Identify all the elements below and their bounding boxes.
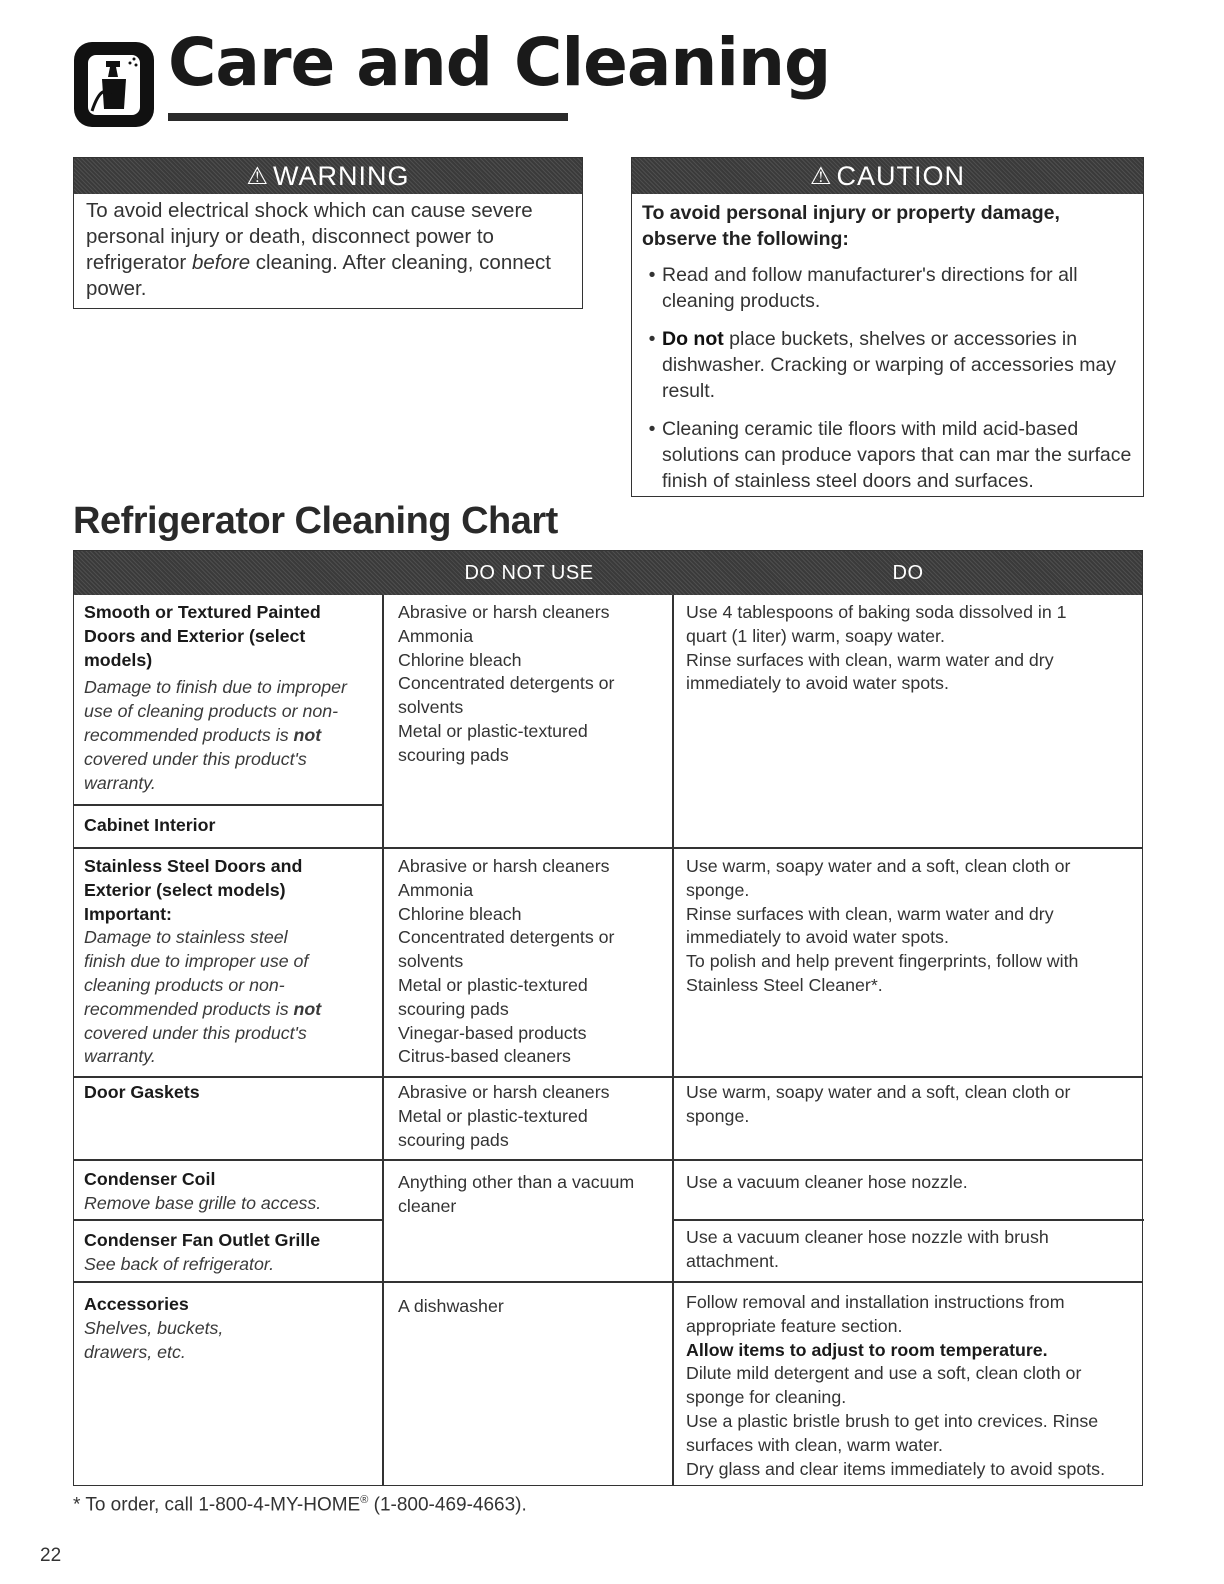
row-divider xyxy=(74,1219,382,1221)
important-label: Important: xyxy=(84,903,172,924)
do-not-use-list: Abrasive or harsh cleaners Ammonia Chlorine bleach Concentrated detergents or solvents Metal or plastic-textured scouring pads xyxy=(398,602,615,765)
table-header xyxy=(74,551,1142,595)
row-heading: Stainless Steel Doors and Exterior (select models) xyxy=(84,856,303,900)
row-divider xyxy=(74,847,1142,849)
row-divider xyxy=(74,804,382,806)
do-list: Follow removal and installation instructions from appropriate feature section. Allow items to adjust to room temperature. Dilute mild detergent and use a soft, clean cloth or sponge for cleaning. Use a plastic bristle brush to get into crevices. Rinse surfaces with clean, warm water. Dry glass and clear items immediately to avoid spots. xyxy=(686,1292,1106,1479)
row-divider xyxy=(74,1281,1142,1283)
do-not-use-list: Abrasive or harsh cleaners Ammonia Chlorine bleach Concentrated detergents or solvents Metal or plastic-textured scouring pads Vinegar-based products Citrus-based cleaners xyxy=(398,856,615,1067)
warning-text: To avoid electrical shock which can cause severe personal injury or death, disconnect power to refrigerator before cleaning. After cleaning, connect power. xyxy=(86,199,551,300)
caution-item: • Read and follow manufacturer's directions for all cleaning products. xyxy=(642,262,1137,314)
cleaning-spray-icon xyxy=(74,42,154,127)
warning-header xyxy=(74,158,582,194)
column-header-do-not-use: DO NOT USE xyxy=(464,561,594,584)
chart-title: Refrigerator Cleaning Chart xyxy=(73,500,558,542)
column-divider xyxy=(382,595,384,1485)
warning-triangle-icon: ⚠ xyxy=(246,162,269,190)
table-row-cabinet-interior: Cabinet Interior xyxy=(84,815,216,835)
caution-item: • Do not place buckets, shelves or accessories in dishwasher. Cracking or warping of accessories may result. xyxy=(642,326,1137,404)
footnote: * To order, call 1-800-4-MY-HOME® (1-800-469-4663). xyxy=(73,1494,527,1516)
caution-intro: To avoid personal injury or property damage, observe the following: xyxy=(642,202,1060,250)
do-list: Use warm, soapy water and a soft, clean cloth or sponge. xyxy=(686,1082,1071,1126)
table-row-door-gaskets: Door Gaskets xyxy=(84,1082,200,1102)
table-row-condenser-fan-grille: Condenser Fan Outlet Grille See back of refrigerator. xyxy=(84,1230,321,1274)
caution-label: CAUTION xyxy=(836,160,965,191)
title-underline xyxy=(168,113,568,121)
table-row-painted-doors xyxy=(84,601,374,795)
row-heading: Smooth or Textured Painted Doors and Exterior (select models) xyxy=(84,602,321,670)
do-list: Use a vacuum cleaner hose nozzle. xyxy=(686,1172,968,1192)
bullet-icon: • xyxy=(648,418,656,440)
caution-header xyxy=(632,158,1143,194)
row-divider xyxy=(74,1076,1142,1078)
do-list: Use 4 tablespoons of baking soda dissolved in 1 quart (1 liter) warm, soapy water. Rinse surfaces with clean, warm water and dry immediately to avoid water spots. xyxy=(686,602,1067,694)
caution-box xyxy=(631,157,1144,497)
row-divider xyxy=(672,1219,1144,1221)
table-row-stainless-steel xyxy=(84,855,374,1069)
bullet-icon: • xyxy=(648,264,656,286)
do-not-use-list: Anything other than a vacuum cleaner xyxy=(398,1172,635,1216)
cleaning-chart-table xyxy=(73,550,1143,1486)
column-header-do: DO xyxy=(892,561,924,584)
caution-item: • Cleaning ceramic tile floors with mild acid-based solutions can produce vapors that can mar the surface finish of stainless steel doors and surfaces. xyxy=(642,416,1137,494)
do-not-use-list: A dishwasher xyxy=(398,1296,504,1316)
page-title: Care and Cleaning xyxy=(168,24,831,101)
row-divider xyxy=(74,1159,1142,1161)
do-not-use-list: Abrasive or harsh cleaners Metal or plastic-textured scouring pads xyxy=(398,1082,610,1150)
column-divider xyxy=(672,595,674,1485)
warning-box xyxy=(73,157,583,309)
bullet-icon: • xyxy=(648,328,656,350)
table-row-accessories: Accessories Shelves, buckets, drawers, etc. xyxy=(84,1294,224,1362)
warning-label: WARNING xyxy=(273,160,410,191)
row-note: Damage to finish due to improper use of cleaning products or non-recommended products is not covered under this product's warranty. xyxy=(84,677,347,793)
do-list: Use a vacuum cleaner hose nozzle with brush attachment. xyxy=(686,1227,1049,1271)
table-row-condenser-coil: Condenser Coil Remove base grille to access. xyxy=(84,1169,322,1213)
do-list: Use warm, soapy water and a soft, clean cloth or sponge. Rinse surfaces with clean, warm water and dry immediately to avoid water spots. To polish and help prevent fingerprints, follow with Stainless Steel Cleaner*. xyxy=(686,856,1079,995)
row-note: Damage to stainless steel finish due to improper use of cleaning products or non-recommended products is not covered under this product's warranty. xyxy=(84,927,322,1067)
page-number: 22 xyxy=(40,1545,62,1566)
caution-triangle-icon: ⚠ xyxy=(809,162,833,190)
